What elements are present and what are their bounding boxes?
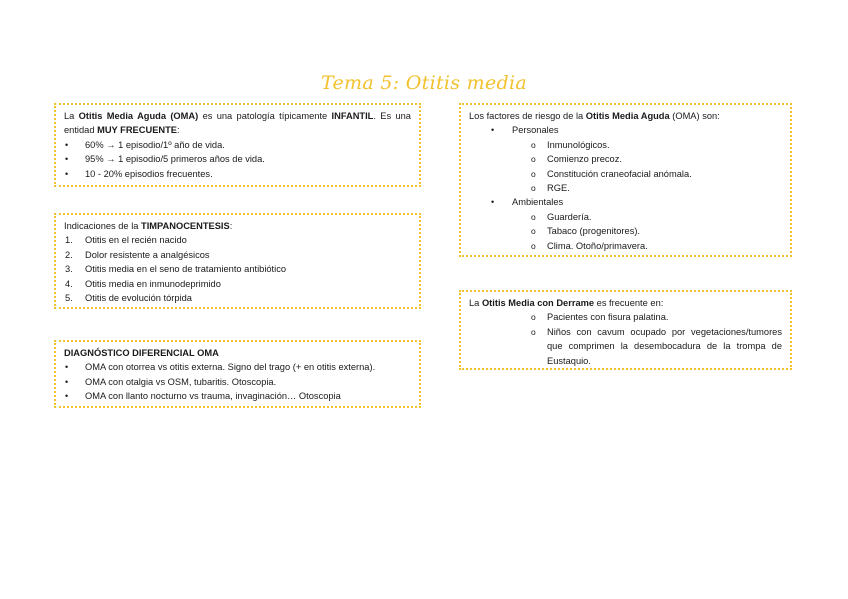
item-text: Otitis media en inmunodeprimido	[85, 278, 221, 289]
factores-list	[469, 123, 782, 253]
list-item	[64, 262, 411, 276]
timpanocentesis-heading	[64, 219, 411, 233]
heading-bold: TIMPANOCENTESIS	[141, 221, 230, 231]
item-text: Otitis en el recién nacido	[85, 235, 187, 246]
diagnostico-box	[54, 340, 421, 408]
list-item: • 95% → 1 episodio/5 primeros años de vida.	[64, 152, 411, 166]
item-number: 1.	[65, 235, 73, 246]
factores-heading	[469, 109, 782, 123]
item-number: 2.	[65, 249, 73, 260]
item-text: Dolor resistente a analgésicos	[85, 249, 210, 260]
list-item: o Constitución craneofacial anómala.	[469, 167, 782, 181]
heading-bold: Otitis Media Aguda	[585, 111, 670, 121]
item-text: Otitis media en el seno de tratamiento antibiótico	[85, 264, 287, 275]
page-title: Tema 5: Otitis media	[321, 72, 527, 94]
list-item: o Guardería.	[469, 210, 782, 224]
item-number: 5.	[65, 293, 73, 304]
timpanocentesis-list	[64, 233, 411, 305]
item-text: Otitis de evolución tórpida	[85, 293, 192, 304]
oma-intro-text: :	[176, 125, 180, 136]
heading-text: La	[469, 298, 482, 308]
oma-list	[64, 138, 411, 181]
factores-riesgo-box	[459, 103, 792, 257]
list-item: o Pacientes con fisura palatina.	[469, 310, 782, 324]
list-item: • 60% → 1 episodio/1º año de vida.	[64, 138, 411, 152]
diagnostico-heading	[64, 346, 411, 360]
group-ambientales: • Ambientales	[469, 195, 782, 209]
derrame-heading	[469, 296, 782, 310]
list-item	[64, 248, 411, 262]
list-item	[64, 277, 411, 291]
item-number: 4.	[65, 278, 73, 289]
heading-text: (OMA) son:	[669, 111, 720, 121]
heading-bold: DIAGNÓSTICO DIFERENCIAL OMA	[64, 348, 219, 358]
timpanocentesis-box	[54, 213, 421, 309]
oma-intro-text: La	[64, 111, 79, 121]
heading-text: es frecuente en:	[594, 298, 664, 308]
derrame-box	[459, 290, 792, 370]
list-item: o Tabaco (progenitores).	[469, 224, 782, 238]
list-item: o Inmunológicos.	[469, 138, 782, 152]
oma-infantil: INFANTIL	[331, 111, 374, 121]
oma-term: Otitis Media Aguda (OMA)	[78, 111, 199, 121]
list-item: o Comienzo precoz.	[469, 152, 782, 166]
diagnostico-list	[64, 360, 411, 403]
list-item: • OMA con llanto nocturno vs trauma, invaginación… Otoscopia	[64, 389, 411, 403]
list-item: • OMA con otorrea vs otitis externa. Signo del trago (+ en otitis externa).	[64, 360, 411, 374]
list-item: o RGE.	[469, 181, 782, 195]
item-number: 3.	[65, 264, 73, 275]
oma-intro	[64, 109, 411, 138]
heading-text: :	[229, 221, 233, 231]
group-personales: • Personales	[469, 123, 782, 137]
oma-intro-text: es una patología típicamente	[198, 111, 332, 121]
list-item	[64, 233, 411, 247]
list-item: • OMA con otalgia vs OSM, tubaritis. Otoscopia.	[64, 375, 411, 389]
list-item	[64, 291, 411, 305]
oma-box	[54, 103, 421, 187]
oma-intro-text: . Es una entidad	[64, 111, 411, 136]
list-item: • 10 - 20% episodios frecuentes.	[64, 167, 411, 181]
heading-text: Los factores de riesgo de la	[469, 111, 586, 121]
derrame-list	[469, 310, 782, 368]
oma-frecuente: MUY FRECUENTE	[97, 125, 177, 136]
heading-text: Indicaciones de la	[64, 221, 142, 231]
heading-bold: Otitis Media con Derrame	[481, 298, 595, 308]
list-item: o Niños con cavum ocupado por vegetaciones/tumores que comprimen la desembocadura de la trompa de Eustaquio.	[469, 325, 782, 368]
list-item: o Clima. Otoño/primavera.	[469, 239, 782, 253]
